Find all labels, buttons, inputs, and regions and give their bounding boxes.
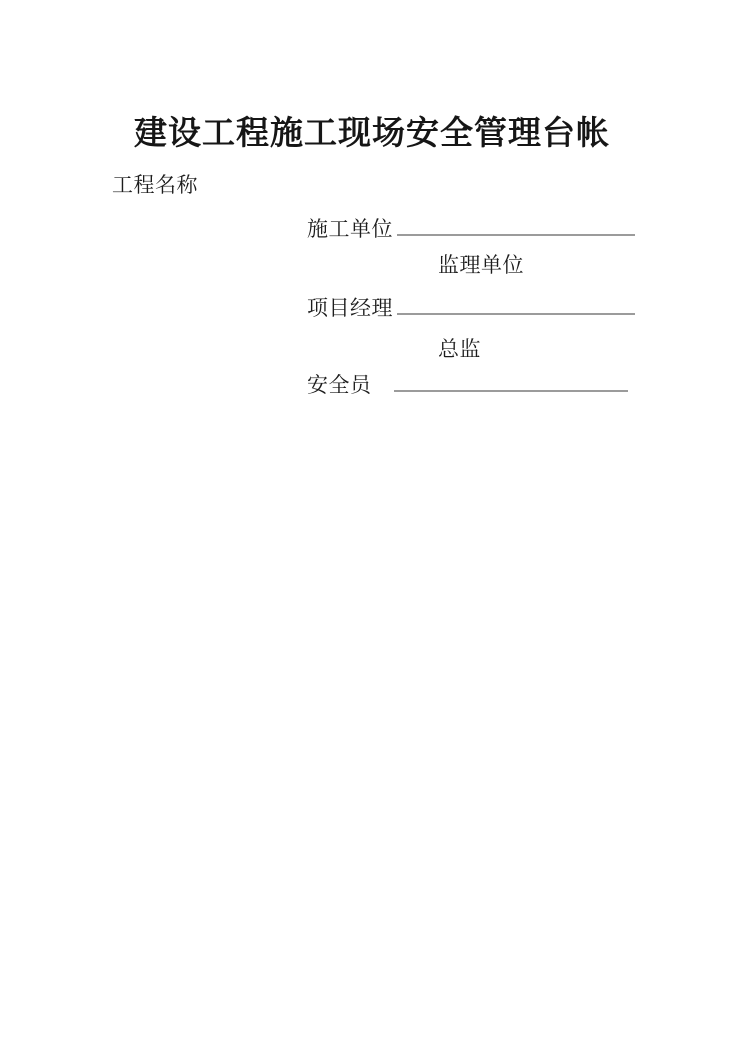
project-name-row <box>112 173 198 198</box>
form-row-supervision-unit <box>438 253 524 278</box>
construction-unit-label: 施工单位 <box>307 217 393 241</box>
form-row-chief-supervisor <box>438 337 481 362</box>
form-row-construction-unit <box>307 214 635 242</box>
project-name-label: 工程名称 <box>112 173 198 197</box>
safety-officer-fill-line[interactable] <box>394 370 628 392</box>
project-manager-fill-line[interactable] <box>397 293 635 315</box>
construction-unit-fill-line[interactable] <box>397 214 635 236</box>
form-row-safety-officer <box>307 370 628 398</box>
chief-supervisor-label: 总监 <box>438 337 481 361</box>
project-manager-label: 项目经理 <box>307 296 393 320</box>
form-row-project-manager <box>307 293 635 321</box>
safety-officer-label: 安全员 <box>307 373 372 397</box>
supervision-unit-label: 监理单位 <box>438 253 524 277</box>
document-title: 建设工程施工现场安全管理台帐 <box>134 116 610 152</box>
